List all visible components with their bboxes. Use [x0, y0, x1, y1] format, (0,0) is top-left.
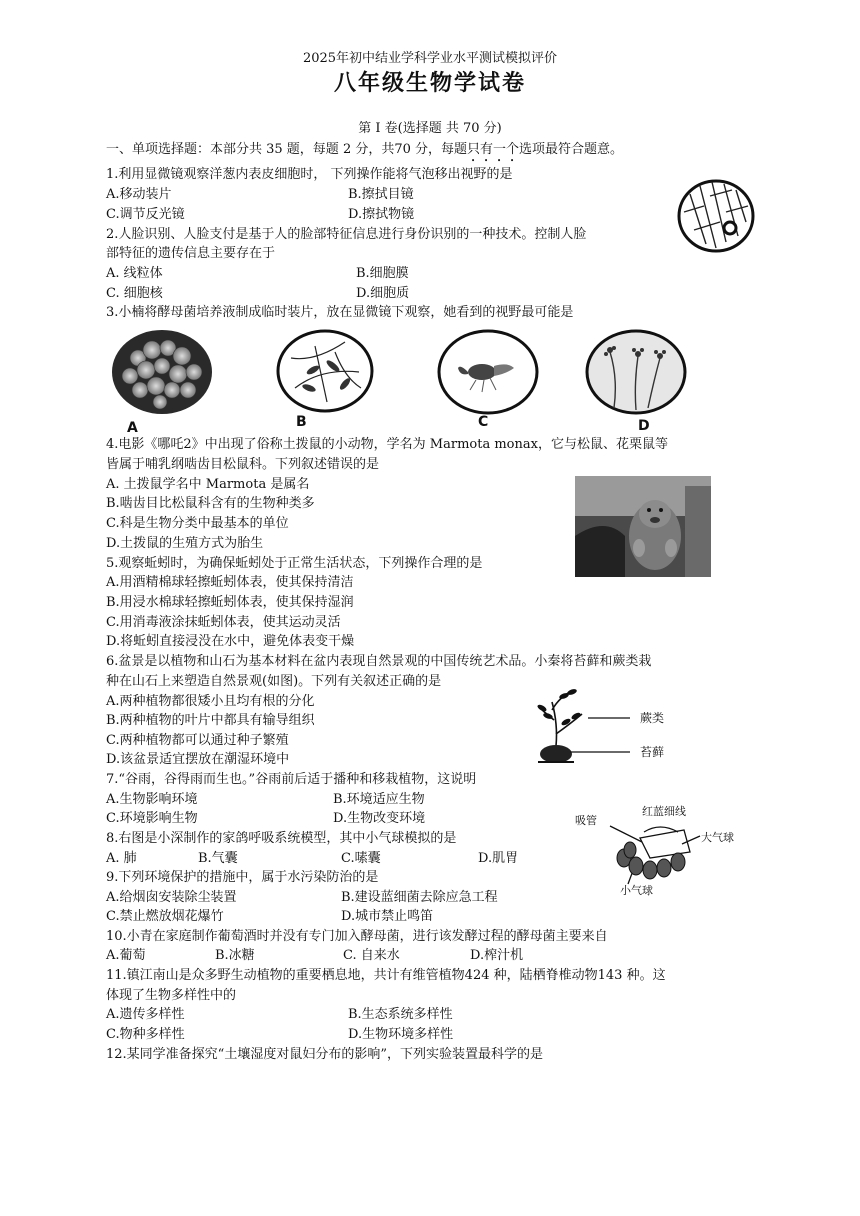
q8-option-a: A. 肺 [106, 851, 137, 866]
q4-stem-line2: 皆属于哺乳纲啮齿目松鼠科。下列叙述错误的是 [106, 457, 380, 472]
q7-option-a: A.生物影响环境 [106, 792, 198, 807]
q6-option-b: B.两种植物的叶片中都具有输导组织 [106, 713, 315, 728]
exam-subtitle: 2025年初中结业学科学业水平测试模拟评价 [302, 51, 558, 66]
q10-option-a: A.葡萄 [106, 948, 146, 963]
section-title: 第 Ⅰ 卷(选择题 共 70 分) [358, 121, 502, 136]
q10-option-d: D.榨汁机 [470, 948, 524, 963]
q2-option-b: B.细胞膜 [356, 266, 409, 281]
q6-option-a: A.两种植物都很矮小且均有根的分化 [106, 694, 315, 709]
q2-option-a: A. 线粒体 [106, 266, 163, 281]
label-straw: 吸管 [575, 814, 597, 827]
figure-label-c: C [478, 414, 489, 430]
q6-stem-line2: 种在山石上来塑造自然景观(如图)。下列有关叙述正确的是 [106, 674, 442, 689]
q7-option-b: B.环境适应生物 [333, 792, 425, 807]
marmot-photo [575, 476, 711, 577]
label-red-blue-thread: 红蓝细线 [642, 805, 686, 818]
q2-option-c: C. 细胞核 [106, 286, 163, 301]
yeast-field-b-figure [275, 328, 375, 414]
exam-title: 八年级生物学试卷 [333, 70, 526, 96]
label-fern: 蕨类 [640, 711, 665, 725]
q5-option-d: D.将蚯蚓直接浸没在水中，避免体表变干燥 [106, 634, 355, 649]
q4-option-a: A. 土拨鼠学名中 Marmota 是属名 [106, 477, 310, 492]
q10-option-b: B.冰糖 [215, 948, 255, 963]
q9-option-a: A.给烟囱安装除尘装置 [106, 890, 237, 905]
q10-option-c: C. 自来水 [343, 948, 400, 963]
q11-option-b: B.生态系统多样性 [348, 1007, 453, 1022]
yeast-field-a-figure [110, 328, 215, 416]
q5-option-b: B.用浸水棉球轻擦蚯蚓体表，使其保持湿润 [106, 595, 354, 610]
q12-stem: 12.某同学准备探究“土壤湿度对鼠妇分布的影响”，下列实验装置最科学的是 [106, 1047, 543, 1062]
q7-stem: 7.“谷雨，谷得雨而生也。”谷雨前后适于播种和移栽植物，这说明 [106, 772, 477, 787]
q11-option-a: A.遗传多样性 [106, 1007, 185, 1022]
q1-option-d: D.擦拭物镜 [348, 207, 415, 222]
yeast-field-c-figure [436, 328, 540, 416]
q9-option-c: C.禁止燃放烟花爆竹 [106, 909, 224, 924]
label-small-balloon: 小气球 [620, 884, 653, 897]
emphasis-only-one: 只有一个 [467, 142, 520, 157]
figure-label-b: B [296, 414, 307, 430]
q6-option-c: C.两种植物都可以通过种子繁殖 [106, 733, 289, 748]
label-large-balloon: 大气球 [701, 831, 734, 844]
q8-option-b: B.气囊 [198, 851, 238, 866]
q9-option-d: D.城市禁止鸣笛 [341, 909, 434, 924]
q11-option-c: C.物种多样性 [106, 1027, 185, 1042]
q3-stem: 3.小楠将酵母菌培养液制成临时装片，放在显微镜下观察，她看到的视野最可能是 [106, 305, 574, 320]
q1-option-c: C.调节反光镜 [106, 207, 185, 222]
q9-stem: 9.下列环境保护的措施中，属于水污染防治的是 [106, 870, 379, 885]
q1-stem: 1.利用显微镜观察洋葱内表皮细胞时， 下列操作能将气泡移出视野的是 [106, 167, 513, 182]
q8-option-c: C.嗉囊 [341, 851, 381, 866]
pigeon-respiratory-model-figure [600, 812, 710, 896]
yeast-field-d-figure [584, 328, 688, 416]
q4-option-c: C.科是生物分类中最基本的单位 [106, 516, 289, 531]
q8-option-d: D.肌胃 [478, 851, 519, 866]
q5-option-c: C.用消毒液涂抹蚯蚓体表，使其运动灵活 [106, 615, 341, 630]
q11-stem-line1: 11.镇江南山是众多野生动植物的重要栖息地，共计有维管植物424 种，陆栖脊椎动物143 种。这 [106, 968, 666, 983]
q2-stem-line2: 部特征的遗传信息主要存在于 [106, 246, 276, 261]
q6-stem-line1: 6.盆景是以植物和山石为基本材料在盆内表现自然景观的中国传统艺术品。小秦将苔藓和蕨类栽 [106, 654, 652, 669]
q11-option-d: D.生物环境多样性 [348, 1027, 454, 1042]
figure-label-d: D [638, 418, 650, 434]
q5-stem: 5.观察蚯蚓时，为确保蚯蚓处于正常生活状态，下列操作合理的是 [106, 556, 483, 571]
figure-label-a: A [127, 420, 138, 436]
q1-option-a: A.移动装片 [106, 187, 172, 202]
q4-stem-line1: 4.电影《哪吒2》中出现了俗称土拨鼠的小动物，学名为 Marmota monax，它与松鼠、花栗鼠等 [106, 437, 668, 452]
q1-option-b: B.擦拭目镜 [348, 187, 414, 202]
section-instruction: 一、单项选择题：本部分共 35 题，每题 2 分，共70 分，每题只有一个选项最符合题意。 [106, 142, 624, 157]
q8-stem: 8.右图是小深制作的家鸽呼吸系统模型，其中小气球模拟的是 [106, 831, 457, 846]
q4-option-d: D.土拨鼠的生殖方式为胎生 [106, 536, 264, 551]
q6-option-d: D.该盆景适宜摆放在潮湿环境中 [106, 752, 290, 767]
q7-option-d: D.生物改变环境 [333, 811, 426, 826]
q2-option-d: D.细胞质 [356, 286, 410, 301]
bonsai-figure [530, 684, 640, 768]
q10-stem: 10.小青在家庭制作葡萄酒时并没有专门加入酵母菌，进行该发酵过程的酵母菌主要来自 [106, 929, 608, 944]
microscope-field-figure [676, 178, 756, 254]
q4-option-b: B.啮齿目比松鼠科含有的生物种类多 [106, 496, 315, 511]
q9-option-b: B.建设蓝细菌去除应急工程 [341, 890, 498, 905]
q2-stem-line1: 2.人脸识别、人脸支付是基于人的脸部特征信息进行身份识别的一种技术。控制人脸 [106, 227, 587, 242]
label-moss: 苔藓 [640, 745, 665, 759]
q11-stem-line2: 体现了生物多样性中的 [106, 988, 237, 1003]
q7-option-c: C.环境影响生物 [106, 811, 198, 826]
q5-option-a: A.用酒精棉球轻擦蚯蚓体表，使其保持清洁 [106, 575, 354, 590]
